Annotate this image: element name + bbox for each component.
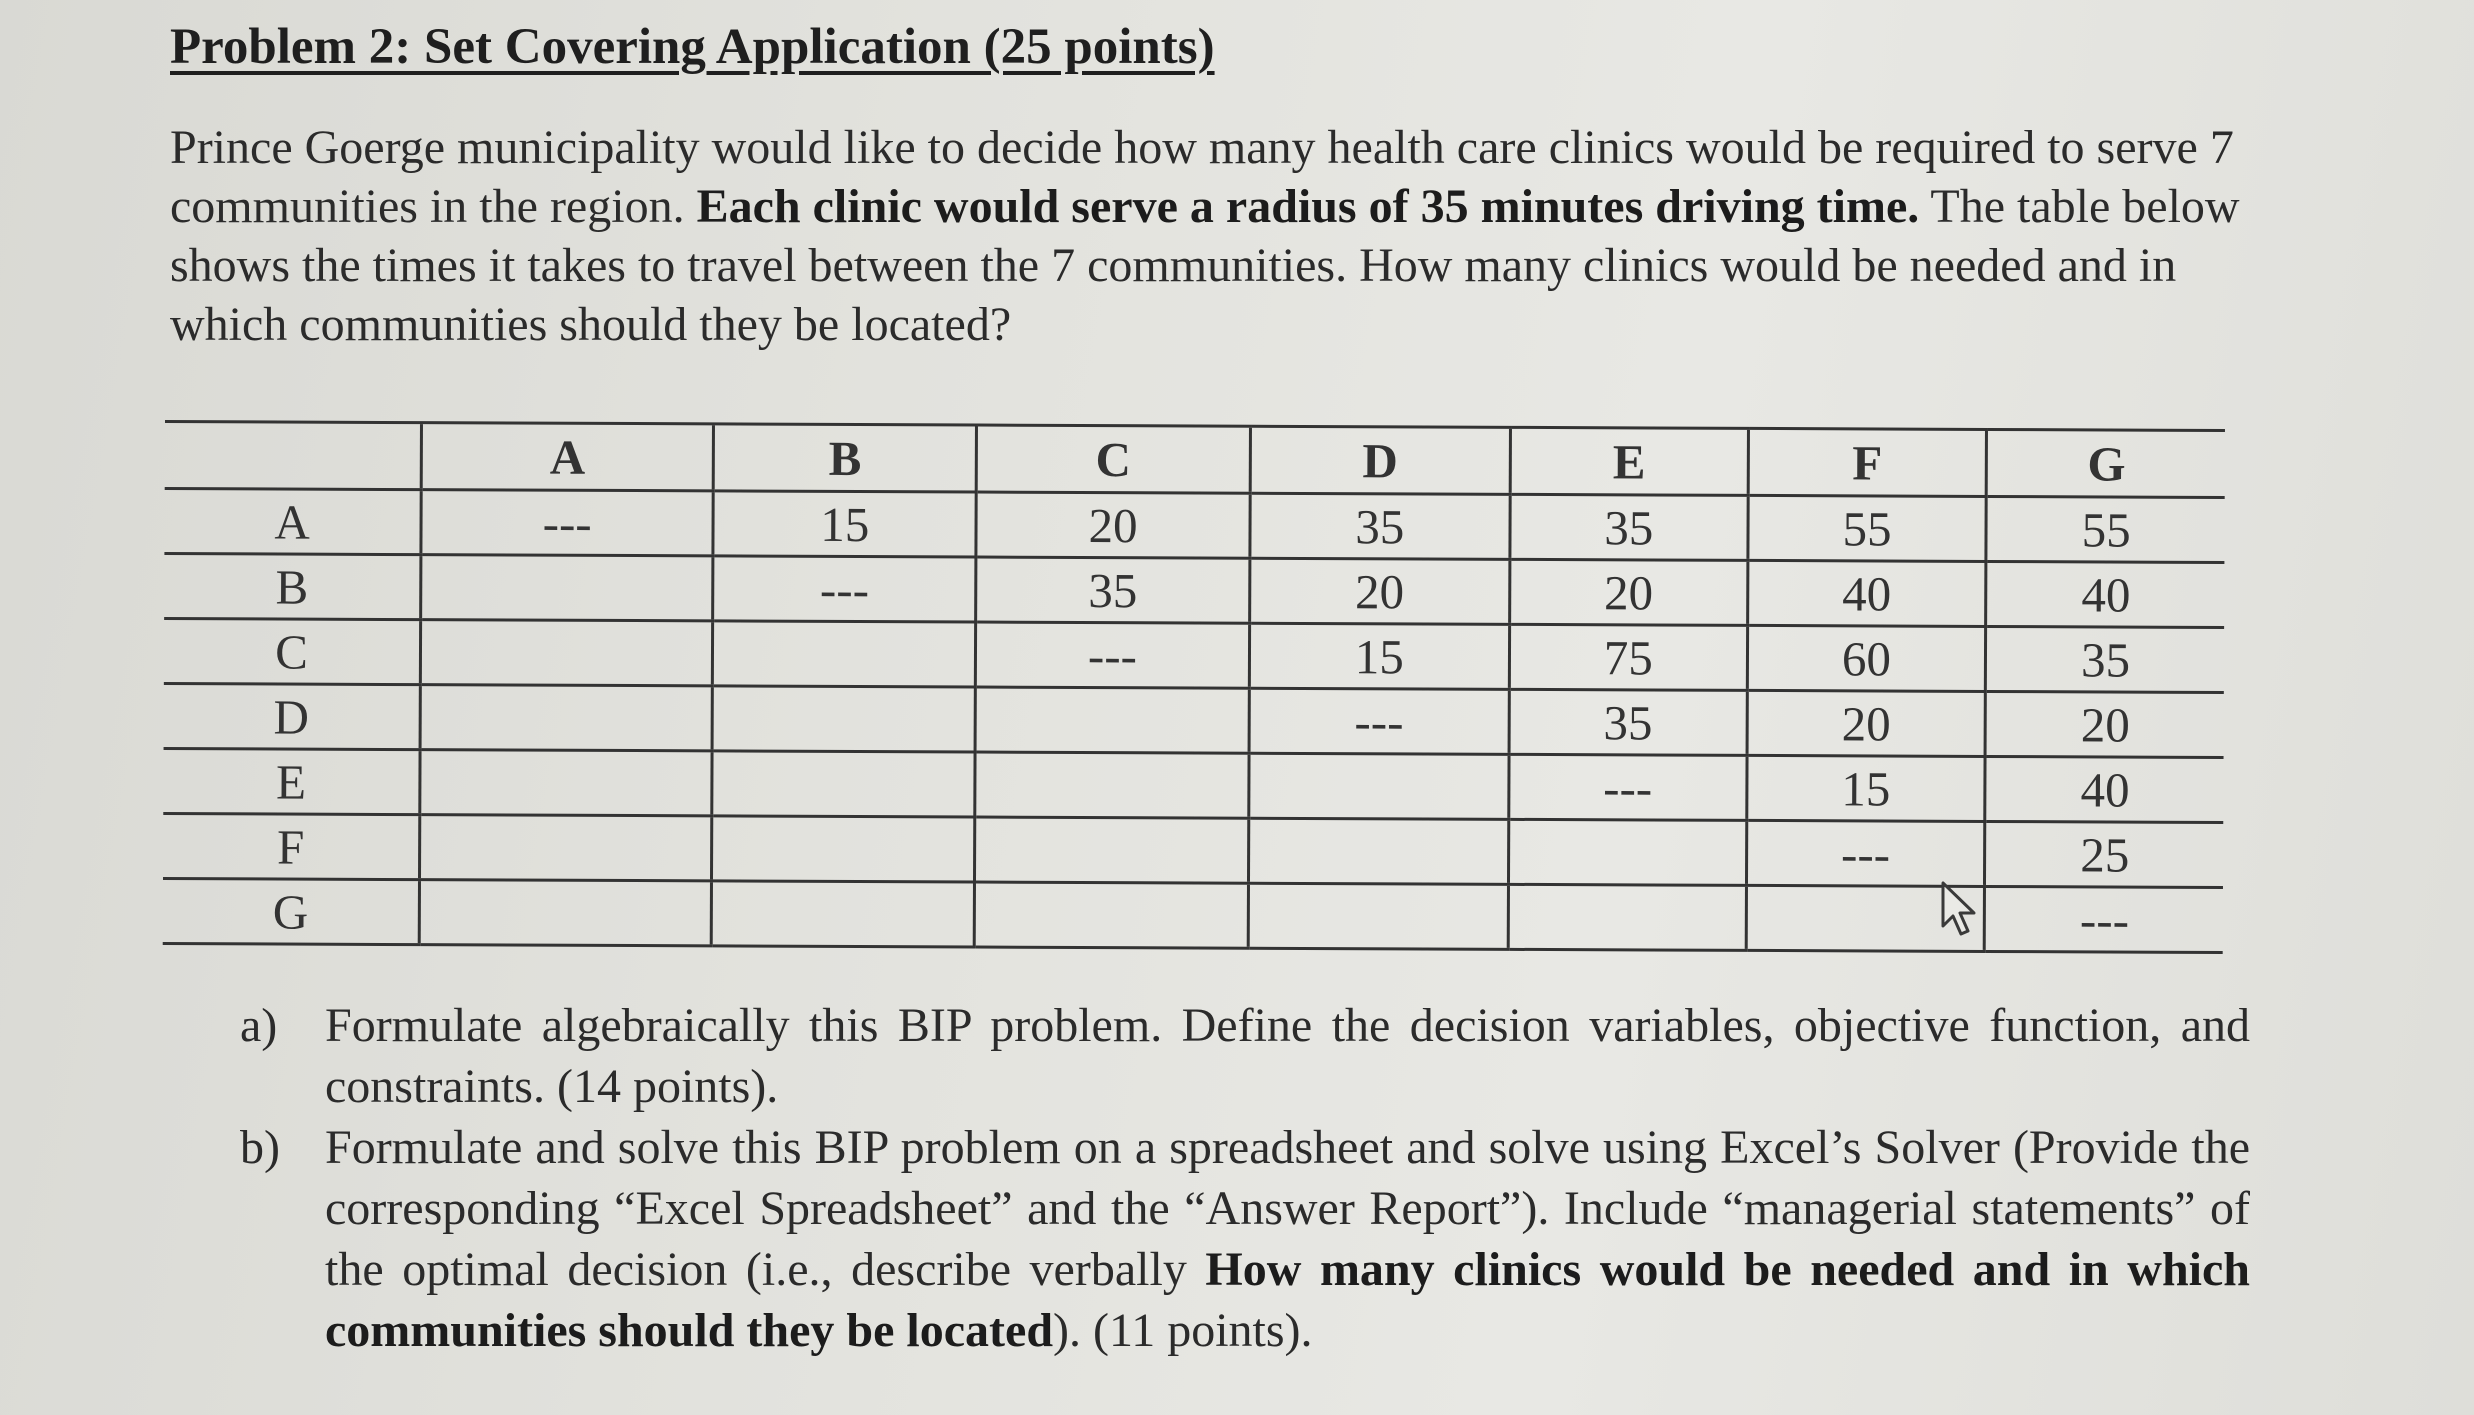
corner-header: [165, 422, 422, 490]
table-cell: ---: [421, 490, 713, 556]
row-header-f: F: [163, 813, 420, 879]
table-cell: ---: [1249, 688, 1510, 754]
table-row: [163, 813, 2223, 887]
table-cell: 35: [1986, 626, 2224, 692]
table-cell: 15: [713, 491, 977, 557]
question-list: [240, 995, 2250, 1361]
table-row: [164, 488, 2224, 562]
column-header-c: C: [977, 425, 1251, 493]
row-header-c: C: [164, 618, 421, 684]
table-cell: ---: [1746, 820, 1985, 886]
table-cell: [419, 880, 711, 946]
travel-time-table: [163, 420, 2225, 954]
question-b: [240, 1117, 2250, 1361]
table-cell: 20: [1249, 558, 1510, 624]
table-cell: [712, 816, 976, 882]
table-cell: [712, 686, 976, 752]
question-b-label: b): [240, 1121, 280, 1174]
intro-bold-radius: Each clinic would serve a radius of 35 minutes driving time.: [696, 180, 1920, 233]
row-header-e: E: [163, 748, 420, 814]
table-cell: 75: [1509, 624, 1747, 690]
table-cell: ---: [1984, 886, 2222, 952]
table-row: [164, 553, 2224, 627]
row-header-d: D: [164, 683, 421, 749]
problem-statement: [170, 118, 2260, 354]
table-cell: 55: [1986, 496, 2224, 562]
problem-title: Problem 2: Set Covering Application (25 points): [170, 19, 1215, 75]
table-cell: 55: [1748, 495, 1987, 561]
table-cell: [712, 621, 976, 687]
table-cell: 20: [1985, 691, 2223, 757]
column-header-e: E: [1510, 427, 1748, 495]
table-cell: [975, 817, 1248, 883]
intro-text-1: Prince Goerge municipality would like to decide how many health care clinics would be required to serve 7 communities in the region.: [170, 121, 2234, 233]
table-cell: 20: [976, 492, 1249, 558]
question-a-label: a): [240, 999, 278, 1052]
table-cell: 25: [1985, 821, 2223, 887]
table-cell: [975, 752, 1248, 818]
mouse-pointer-icon: [1940, 880, 1982, 938]
question-b-text: [325, 1117, 2250, 1361]
table-cell: 15: [1746, 755, 1985, 821]
table-cell: 35: [976, 557, 1249, 623]
table-cell: ---: [713, 556, 977, 622]
table-cell: [1248, 753, 1509, 819]
table-cell: ---: [1509, 754, 1747, 820]
table-cell: [420, 815, 712, 881]
table-cell: [1248, 883, 1509, 949]
row-header-b: B: [164, 553, 421, 619]
table-row: [164, 683, 2224, 757]
question-b-text-1: Formulate and solve this BIP problem on a spreadsheet and solve using Excel’s Solver (Provide the corresponding “Excel Spreadsheet” and the “Answer Report”). Include “managerial statements” of the optimal decision (i.e., describe verbally: [325, 1121, 2250, 1296]
intro-text-2: The table below shows the times it takes to travel between the 7 communities. How many clinics would be needed and in which communities should they be located?: [170, 180, 2240, 351]
question-a: [240, 995, 2250, 1117]
table-row: [163, 878, 2223, 952]
table-cell: [975, 882, 1248, 948]
table-cell: 35: [1250, 493, 1511, 559]
table-cell: [1248, 818, 1509, 884]
table-cell: 40: [1986, 561, 2224, 627]
table-cell: [975, 687, 1248, 753]
table-cell: 40: [1985, 756, 2223, 822]
column-header-a: A: [421, 423, 713, 491]
column-header-g: G: [1986, 429, 2224, 497]
table-cell: 20: [1747, 690, 1986, 756]
table-cell: 40: [1747, 560, 1986, 626]
table-cell: 20: [1510, 559, 1748, 625]
table-row: [164, 618, 2224, 692]
table-cell: [420, 685, 712, 751]
table-cell: 35: [1509, 689, 1747, 755]
column-header-f: F: [1748, 428, 1987, 496]
table-cell: 60: [1747, 625, 1986, 691]
table-cell: [712, 751, 976, 817]
table-header-row: [165, 422, 2225, 498]
table-cell: 35: [1510, 494, 1748, 560]
question-a-text: Formulate algebraically this BIP problem. Define the decision variables, objective function, and constraints. (14 points).: [325, 999, 2250, 1113]
table-cell: [711, 881, 975, 947]
table-cell: [1508, 884, 1746, 950]
table-cell: 15: [1249, 623, 1510, 689]
table-row: [163, 748, 2223, 822]
column-header-d: D: [1250, 426, 1511, 494]
table-cell: [421, 620, 713, 686]
table-cell: [1508, 819, 1746, 885]
question-b-text-2: ). (11 points).: [1053, 1304, 1313, 1357]
question-b-bold: How many clinics would be needed and in which communities should they be located: [325, 1243, 2250, 1357]
table-cell: ---: [976, 622, 1249, 688]
table-cell: [420, 750, 712, 816]
row-header-g: G: [163, 878, 420, 944]
row-header-a: A: [164, 488, 421, 554]
table-cell: [421, 555, 713, 621]
column-header-b: B: [713, 424, 977, 492]
